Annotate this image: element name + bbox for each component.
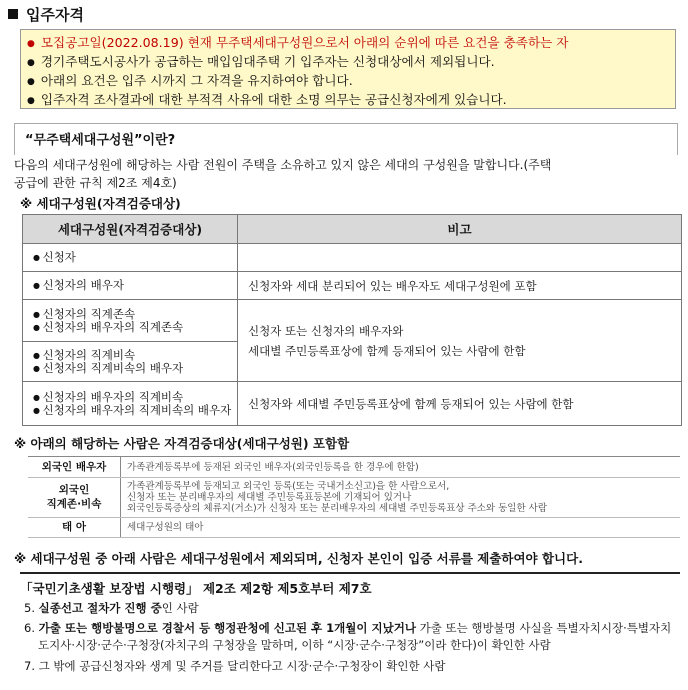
notice-item: ● 입주자격 조사결과에 대한 부적격 사유에 대한 소명 의무는 공급신청자에게 있습니다.: [27, 90, 675, 109]
members-header-member: 세대구성원(자격검증대상): [23, 215, 238, 244]
member-cell: ● 신청자의 직계비속 ● 신청자의 직계비속의 배우자: [23, 342, 238, 382]
member-cell: ● 신청자의 배우자: [23, 272, 238, 300]
inclusion-desc: 가족관계등록부에 등재된 외국인 배우자(외국인등록을 한 경우에 한함): [121, 457, 681, 478]
table-row: [28, 478, 680, 518]
inclusion-desc: 세대구성원의 태아: [121, 518, 681, 538]
exclusion-item: 6. 가출 또는 행방불명으로 경찰서 등 행정관청에 신고된 후 1개월이 지났거나 가출 또는 행방불명 사실을 특별자치시장·특별자치: [24, 621, 672, 635]
inclusion-table: [28, 456, 680, 538]
notice-box: [20, 29, 676, 109]
remark-cell: [238, 244, 682, 272]
exclusion-item: 7. 그 밖에 공급신청자와 생계 및 주거를 달리한다고 시장·군수·구청장이 확인한 사람: [24, 659, 446, 673]
definition-heading-box: [14, 123, 678, 155]
section-title: 입주자격: [8, 4, 84, 25]
exclusion-list: [24, 598, 684, 676]
law-reference: 「국민기초생활 보장법 시행령」 제2조 제2항 제5호부터 제7호: [20, 572, 680, 597]
members-header-remark: 비고: [238, 215, 682, 244]
inclusion-key: 태 아: [28, 518, 121, 538]
inclusion-note: ※ 아래의 해당하는 사람은 자격검증대상(세대구성원) 포함함: [14, 436, 350, 451]
member-cell: ● 신청자의 배우자의 직계비속 ● 신청자의 배우자의 직계비속의 배우자: [23, 382, 238, 426]
exclusion-item-cont: 도지사·시장·군수·구청장(자치구의 구청장을 말하며, 이하 “시장·군수·구청장”이라 한다)이 확인한 사람: [38, 638, 551, 652]
exclusion-note: ※ 세대구성원 중 아래 사람은 세대구성원에서 제외되며, 신청자 본인이 입증 서류를 제출하여야 합니다.: [14, 551, 583, 566]
table-row: [28, 518, 680, 538]
table-row: [23, 272, 682, 300]
remark-cell: 신청자와 세대별 주민등록표상에 함께 등재되어 있는 사람에 한함: [238, 382, 682, 426]
definition-heading: “무주택세대구성원”이란?: [25, 133, 176, 148]
notice-item: ● 경기주택도시공사가 공급하는 매입임대주택 기 입주자는 신청대상에서 제외됩니다.: [27, 52, 675, 71]
inclusion-desc: 가족관계등록부에 등재되고 외국인 등록(또는 국내거소신고)을 한 사람으로서, 신청자 또는 분리배우자의 세대별 주민등록표등본에 기재되어 있거나 외국인등록증상의 체류지(거소)가 신청자 또는 분리배우자의 세대별 주민등록표상 주소와 동일한 사람: [121, 478, 681, 518]
members-subheading: ※ 세대구성원(자격검증대상): [20, 196, 181, 211]
remark-cell-merged: 신청자 또는 신청자의 배우자와 세대별 주민등록표상에 함께 등재되어 있는 사람에 한함: [238, 300, 682, 382]
table-row: [23, 300, 682, 342]
definition-text: 다음의 세대구성원에 해당하는 사람 전원이 주택을 소유하고 있지 않은 세대의 구성원을 말합니다.(주택 공급에 관한 규칙 제2조 제4호): [14, 158, 552, 190]
notice-item: ● 아래의 요건은 입주 시까지 그 자격을 유지하여야 합니다.: [27, 71, 675, 90]
member-cell: ● 신청자: [23, 244, 238, 272]
inclusion-key: 외국인 배우자: [28, 457, 121, 478]
member-cell: ● 신청자의 직계존속 ● 신청자의 배우자의 직계존속: [23, 300, 238, 342]
exclusion-item: 5. 실종선고 절차가 진행 중인 사람: [24, 601, 199, 615]
square-bullet-icon: [8, 9, 18, 19]
remark-cell: 신청자와 세대 분리되어 있는 배우자도 세대구성원에 포함: [238, 272, 682, 300]
members-table: [22, 214, 682, 426]
notice-item: ● 모집공고일(2022.08.19) 현재 무주택세대구성원으로서 아래의 순위에 따른 요건을 충족하는 자: [27, 33, 675, 52]
table-row: [23, 382, 682, 426]
table-row: [23, 244, 682, 272]
inclusion-key: 외국인 직계존·비속: [28, 478, 121, 518]
table-row: [28, 457, 680, 478]
